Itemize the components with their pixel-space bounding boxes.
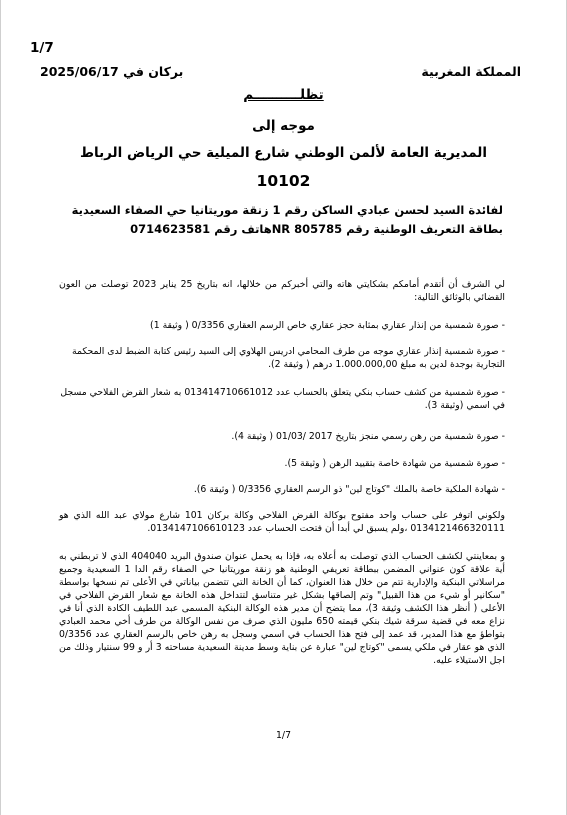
beneficiary-line-2: بطاقة التعريف الوطنية رقم NR 805785هاتف رقم 0714623581	[130, 222, 503, 236]
document-item-5: - صورة شمسية من شهادة خاصة بتقييد الرهن ( وثيقة 5).	[284, 458, 505, 469]
place-prefix: بركان في	[123, 64, 184, 79]
recipient-address: المديرية العامة لألمن الوطني شارع الميلية حي الرياض الرباط	[79, 145, 487, 161]
page-number-top: 1/7	[30, 40, 54, 56]
beneficiary-line-1: لفائدة السيد لحسن عبادي الساكن رقم 1 زنقة موريتانيا حي الصفاء السعيدية	[71, 203, 503, 217]
document-item-4: - صورة شمسية من رهن رسمي منجز بتاريخ 2017 /01/03 ( وثيقة 4).	[231, 431, 505, 442]
kingdom-header: المملكة المغربية	[421, 64, 521, 79]
intro-paragraph: لي الشرف أن أتقدم أمامكم بشكايتي هاته والتي أخبركم من خلالها، انه بتاريخ 25 يناير 2023 توصلت من العون القضائي بالوثائق التالية:	[59, 279, 505, 303]
document-item-2: - صورة شمسية إنذار عقاري موجه من طرف المحامي ادريس الهلاوي إلى السيد رئيس كتابة الضبط لدى المحكمة التجارية بوجدة لدين به مبلغ 1.000.000,00 درهم ( وثيقة 2).	[72, 346, 505, 370]
subject-title: تظلــــــــــم	[243, 87, 324, 103]
inspection-paragraph: و بمعاينتي لكشف الحساب الذي توصلت به أعلاه به، فإذا به يحمل عنوان صندوق البريد 404040 الذي لا تربطني به أية علاقة كون عنواني المضمن ببطاقة تعريفي الوطنية هو زنقة موريتانيا حي الصفاء رقم الدا 1 السعيدية وجميع مراسلاتي البنكية والإدارية تتم من خلال هذا العنوان، كما أن الخانة التي تتضمن بياناتي في الأعلى تم نسخها بواسطة "سكانير أو شيء من هذا القبيل" وتم إلصاقها بشكل غير متناسق لتتداخل هذه الخانة مع شعار القرض الفلاحي في الأعلى ( أنظر هذا الكشف وثيقة 3)، مما يتضح أن مدير هذه الوكالة البنكية المسمى عبد اللطيف الكادة الذي أنا في نزاع معه في قضية سرقة شيك بنكي قيمته 650 مليون الذي صرف من نفس الوكالة من طرف أخي محمد العبادي بتواطؤ مع هذا المدير، قد عمد إلى فتح هذا الحساب في اسمي وسجل به رهن خاص بالرسم العقاري عدد 0/3356 الذي هو عقار في ملكي يسمى "كوتاج لين" عبارة عن بناية وسط مدينة السعيدية مساحته 3 أر و 99 سنتيار وذلك من اجل الاستيلاء عليه.	[59, 551, 505, 666]
account-paragraph: ولكوني اتوفر على حساب واحد مفتوح بوكالة القرض الفلاحي وكالة بركان 101 شارع مولاي عبد الله الذي هو 0134121466320111 ،ولم يسبق لي أبدا أن فتحت الحساب عدد 0134147106610123.	[59, 510, 506, 534]
postal-code: 10102	[256, 172, 311, 190]
document-item-6: - شهادة الملكية خاصة بالملك "كوتاج لين" ذو الرسم العقاري 0/3356 ( وثيقة 6).	[193, 484, 505, 495]
date-value: 2025/06/17	[40, 64, 119, 79]
addressed-to: موجه إلى	[252, 118, 315, 134]
page-number-bottom: 1/7	[276, 730, 291, 741]
place-date	[40, 64, 183, 79]
document-item-3: - صورة شمسية من كشف حساب بنكي يتعلق بالحساب عدد 013414710661012 به شعار القرض الفلاحي مسجل في اسمي (وثيقة 3).	[60, 387, 505, 411]
document-item-1: - صورة شمسية من إنذار عقاري بمثابة حجز عقاري خاص الرسم العقاري 0/3356 ( وثيقة 1)	[150, 320, 505, 331]
